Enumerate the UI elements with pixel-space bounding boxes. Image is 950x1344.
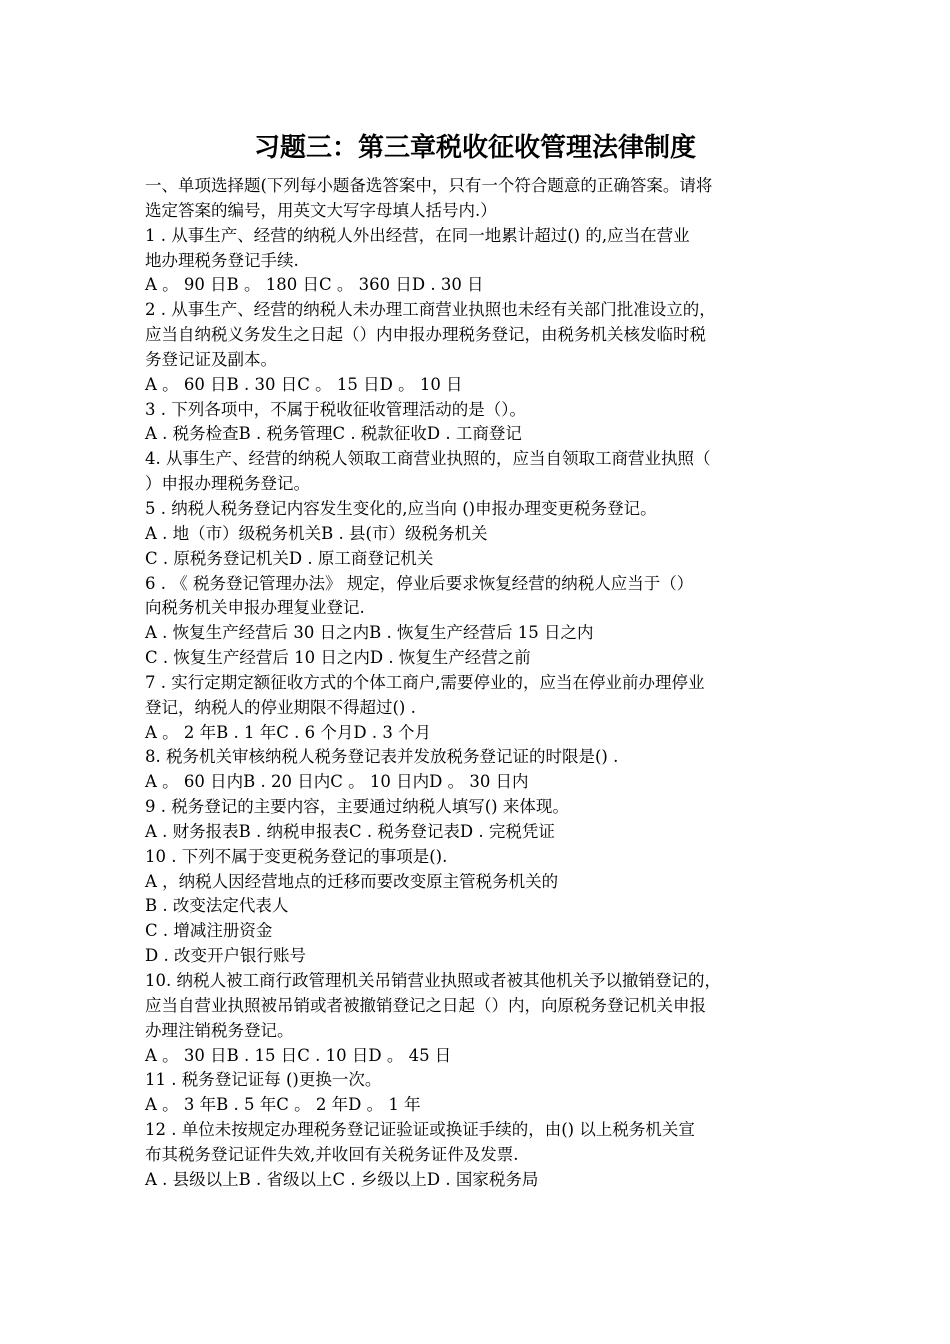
text-line: C . 恢复生产经营后 10 日之内D . 恢复生产经营之前	[145, 648, 531, 668]
text-line: 3 . 下列各项中，不属于税收征收管理活动的是（）。	[145, 399, 526, 419]
text-line: C . 原税务登记机关D . 原工商登记机关	[145, 548, 434, 568]
text-line: A 。 90 日B 。 180 日C 。 360 日D . 30 日	[145, 275, 484, 295]
text-line: 11 . 税务登记证每 ()更换一次。	[145, 1070, 382, 1090]
text-line: 6 . 《 税务登记管理办法》 规定，停业后要求恢复经营的纳税人应当于（）	[145, 573, 694, 593]
text-line: 10 . 下列不属于变更税务登记的事项是().	[145, 846, 448, 866]
text-line: D . 改变开户银行账号	[145, 946, 306, 966]
text-line: 务登记证及副本。	[145, 349, 277, 369]
text-line: A . 财务报表B . 纳税申报表C . 税务登记表D . 完税凭证	[145, 821, 555, 841]
text-line: A 。 60 日B . 30 日C 。 15 日D 。 10 日	[145, 374, 463, 394]
text-line: 选定答案的编号，用英文大写字母填人括号内.）	[145, 200, 497, 220]
text-line: A 。 60 日内B . 20 日内C 。 10 日内D 。 30 日内	[145, 772, 529, 792]
text-line: 应当自纳税义务发生之日起（）内申报办理税务登记，由税务机关核发临时税	[145, 325, 706, 345]
text-line: 9 . 税务登记的主要内容，主要通过纳税人填写() 来体现。	[145, 797, 569, 817]
text-line: A . 税务检查B . 税务管理C . 税款征收D . 工商登记	[145, 424, 522, 444]
text-line: A 。 2 年B . 1 年C . 6 个月D . 3 个月	[145, 722, 432, 742]
text-line: 地办理税务登记手续.	[145, 250, 299, 270]
text-line: 1 . 从事生产、经营的纳税人外出经营，在同一地累计超过() 的,应当在营业	[145, 225, 690, 245]
text-line: 12 . 单位未按规定办理税务登记证验证或换证手续的，由() 以上税务机关宣	[145, 1120, 695, 1140]
text-line: 2 . 从事生产、经营的纳税人未办理工商营业执照也未经有关部门批准设立的，	[145, 300, 716, 320]
text-line: A 。 30 日B . 15 日C . 10 日D 。 45 日	[145, 1045, 452, 1065]
text-line: C . 增减注册资金	[145, 921, 273, 941]
text-line: 4. 从事生产、经营的纳税人领取工商营业执照的，应当自领取工商营业执照（	[145, 449, 711, 469]
text-line: 8. 税务机关审核纳税人税务登记表并发放税务登记证的时限是() .	[145, 747, 619, 767]
text-line: 5 . 纳税人税务登记内容发生变化的,应当向 ()申报办理变更税务登记。	[145, 498, 657, 518]
text-line: 办理注销税务登记。	[145, 1020, 294, 1040]
text-line: 登记，纳税人的停业期限不得超过() .	[145, 697, 416, 717]
page-title: 习题三：第三章税收征收管理法律制度	[253, 133, 696, 163]
text-line: ）申报办理税务登记。	[145, 474, 310, 494]
text-line: 向税务机关申报办理复业登记.	[145, 598, 365, 618]
text-line: A . 恢复生产经营后 30 日之内B . 恢复生产经营后 15 日之内	[145, 623, 594, 643]
text-line: 一、单项选择题(下列每小题备选答案中，只有一个符合题意的正确答案。请将	[145, 176, 713, 195]
text-line: B . 改变法定代表人	[145, 896, 289, 916]
text-line: A 。 3 年B . 5 年C 。 2 年D 。 1 年	[145, 1095, 421, 1115]
text-line: 应当自营业执照被吊销或者被撤销登记之日起（）内，向原税务登记机关申报	[145, 995, 706, 1015]
text-line: A . 县级以上B . 省级以上C . 乡级以上D . 国家税务局	[145, 1169, 539, 1189]
text-line: 7 . 实行定期定额征收方式的个体工商户,需要停业的，应当在停业前办理停业	[145, 672, 705, 692]
document-body	[145, 174, 815, 1193]
text-line: A ，纳税人因经营地点的迁移而要改变原主管税务机关的	[145, 871, 559, 891]
text-line: 布其税务登记证件失效,并收回有关税务证件及发票.	[145, 1144, 519, 1164]
text-line: 10. 纳税人被工商行政管理机关吊销营业执照或者被其他机关予以撤销登记的，	[145, 971, 721, 990]
text-line: A . 地（市）级税务机关B . 县(市）级税务机关	[145, 523, 488, 543]
